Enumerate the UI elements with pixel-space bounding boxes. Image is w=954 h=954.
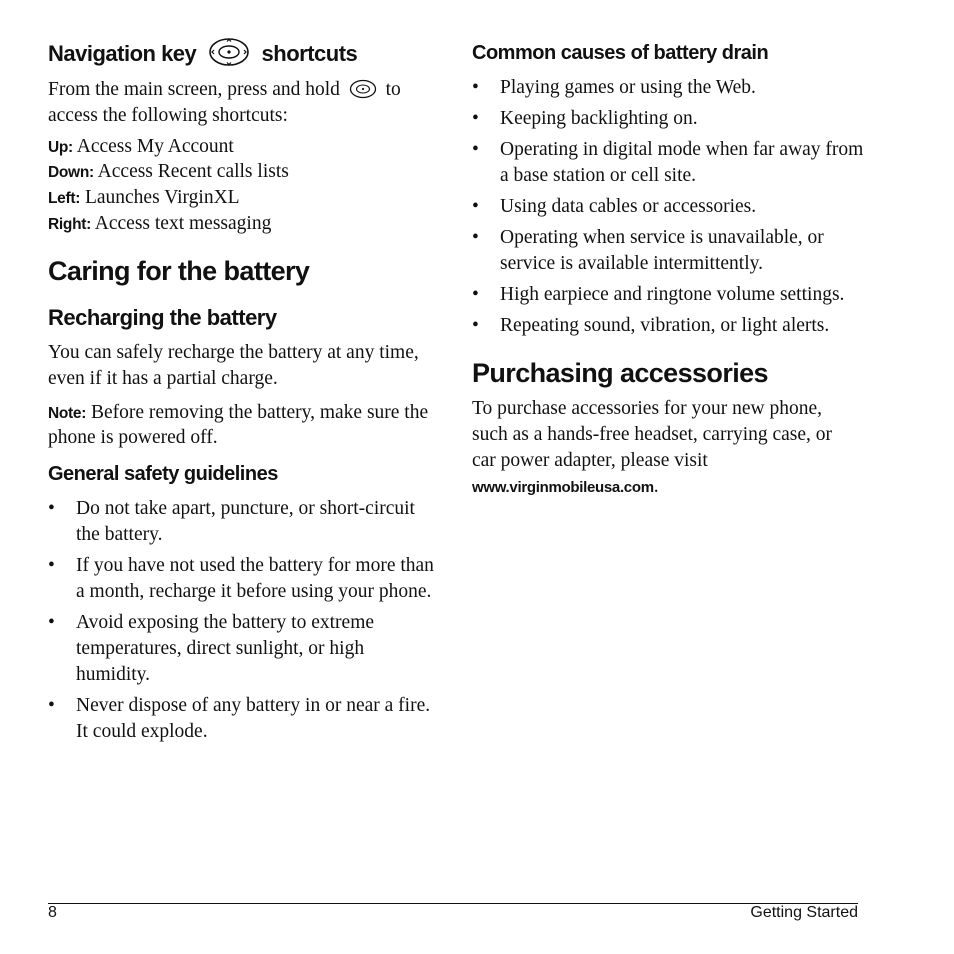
item-line: Do not take apart, puncture, or short-circuit [76,498,415,519]
nav-intro-line1 [48,77,401,103]
note-label: Note: [48,405,87,422]
safety-item [48,496,415,548]
item-line: service is available intermittently. [500,253,763,274]
bullet: • [48,695,55,716]
shortcut-text: Access My Account [76,136,234,157]
safety-item [48,610,374,688]
navigation-shortcuts-heading [48,40,357,70]
bullet: • [48,555,55,576]
drain-heading: Common causes of battery drain [472,42,769,64]
safety-item [48,553,434,605]
navigation-key-icon [349,79,377,99]
drain-item [472,137,863,189]
recharging-heading: Recharging the battery [48,305,277,330]
shortcut-label: Left: [48,190,81,207]
note-text: Before removing the battery, make sure the [90,402,429,423]
bullet: • [472,227,479,248]
shortcut-label: Right: [48,216,91,233]
bullet: • [472,196,479,217]
shortcut-label: Up: [48,139,73,156]
item-line: Using data cables or accessories. [500,196,757,217]
item-line: Operating when service is unavailable, or [500,227,824,248]
item-line: Avoid exposing the battery to extreme [76,612,375,633]
item-line: Playing games or using the Web. [500,77,756,98]
shortcut-left [48,185,240,212]
bullet: • [472,284,479,305]
item-line: a base station or cell site. [500,165,697,186]
note-line1 [48,400,428,427]
shortcut-text: Access Recent calls lists [97,161,289,182]
page-number: 8 [48,904,57,921]
item-line: a month, recharge it before using your phone. [76,581,432,602]
drain-item [472,313,829,339]
drain-item [472,282,844,308]
accessories-line3: car power adapter, please visit [472,450,708,471]
shortcut-up [48,134,234,161]
recharging-line1: You can safely recharge the battery at any time, [48,342,419,363]
shortcut-down [48,159,289,186]
shortcut-text: Launches VirginXL [84,187,240,208]
navigation-key-icon [208,37,250,67]
item-line: humidity. [76,664,151,685]
footer-divider [48,903,858,904]
bullet: • [472,315,479,336]
period: . [653,476,659,497]
drain-item [472,225,824,277]
safety-item [48,693,430,745]
recharging-line2: even if it has a partial charge. [48,368,278,389]
accessories-line1: To purchase accessories for your new phone, [472,398,823,419]
heading-part-2: shortcuts [261,40,358,66]
item-line: Never dispose of any battery in or near a fire. [76,695,431,716]
item-line: Operating in digital mode when far away from [500,139,864,160]
item-line: temperatures, direct sunlight, or high [76,638,365,659]
bullet: • [48,498,55,519]
intro-text-end: to [385,79,401,100]
bullet: • [472,108,479,129]
bullet: • [48,612,55,633]
item-line: Keeping backlighting on. [500,108,698,129]
item-line: High earpiece and ringtone volume settings. [500,284,845,305]
bullet: • [472,77,479,98]
accessories-line2: such as a hands-free headset, carrying case, or [472,424,833,445]
caring-battery-heading: Caring for the battery [48,256,310,286]
intro-text: From the main screen, press and hold [48,79,340,100]
shortcut-label: Down: [48,164,94,181]
heading-part-1: Navigation key [48,40,197,66]
shortcut-right [48,211,271,238]
accessories-heading: Purchasing accessories [472,358,768,388]
website-link[interactable]: www.virginmobileusa.com [472,479,654,496]
drain-item [472,194,756,220]
bullet: • [472,139,479,160]
section-name: Getting Started [750,904,858,921]
shortcut-text: Access text messaging [94,213,272,234]
item-line: Repeating sound, vibration, or light alerts. [500,315,830,336]
note-line2: phone is powered off. [48,427,218,448]
item-line: It could explode. [76,721,208,742]
safety-heading: General safety guidelines [48,463,278,485]
item-line: the battery. [76,524,163,545]
drain-item [472,106,698,132]
nav-intro-line2: access the following shortcuts: [48,105,288,126]
accessories-url-line [472,474,659,501]
drain-item [472,75,756,101]
item-line: If you have not used the battery for more than [76,555,434,576]
